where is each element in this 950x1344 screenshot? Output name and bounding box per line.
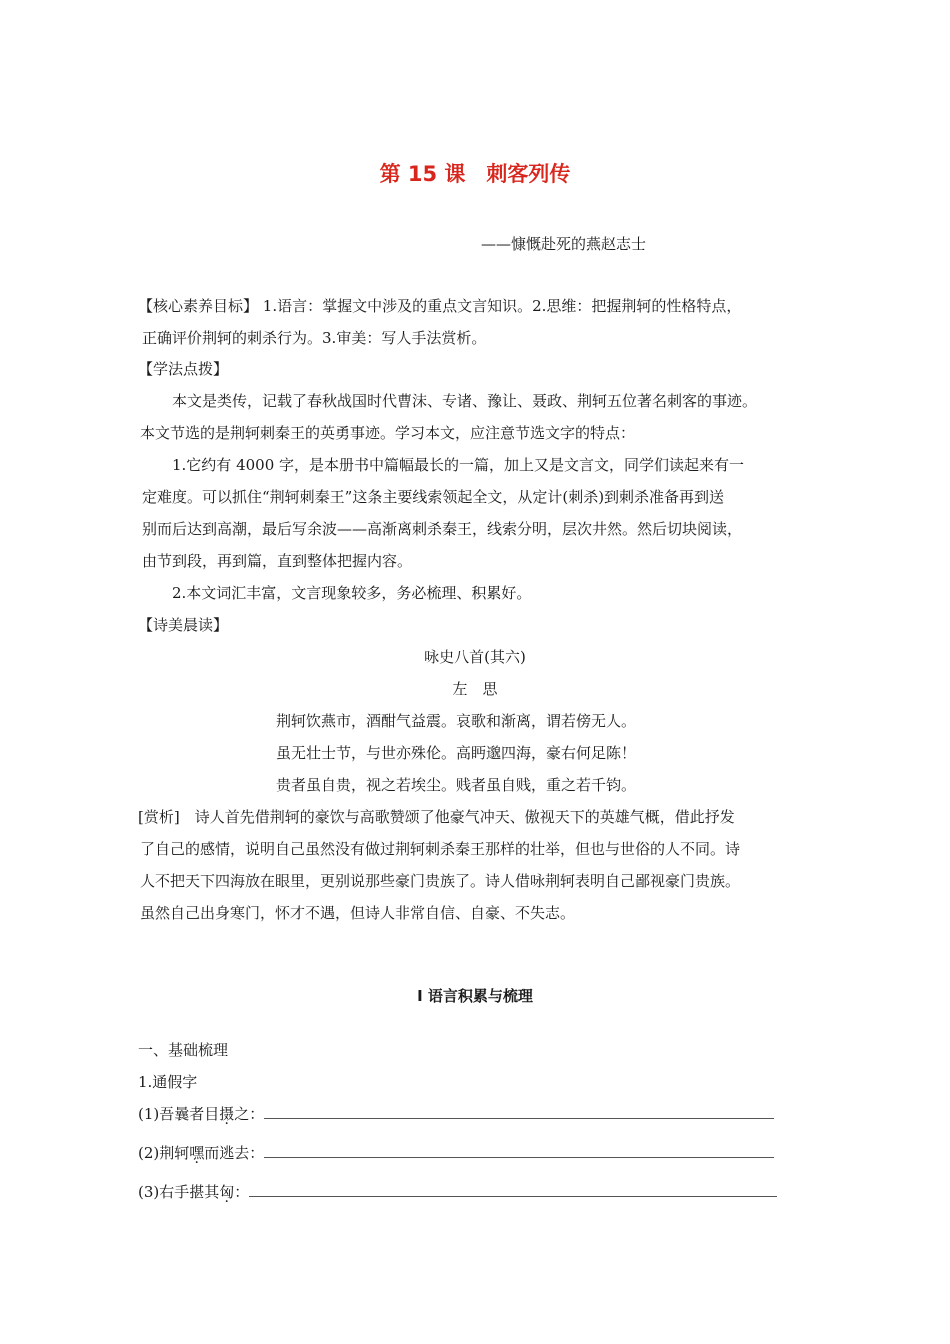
- method-p2-line2: 定难度。可以抓住“荆轲刺秦王”这条主要线索领起全文，从定计(刺杀)到刺杀准备再到送: [142, 488, 725, 506]
- poem-author: 左 思: [452, 680, 498, 698]
- goals-line-1: [138, 296, 741, 316]
- basic-review-heading: 一、基础梳理: [138, 1041, 229, 1059]
- goals-label: 【核心素养目标】: [138, 297, 259, 315]
- poem-line-1: 荆轲饮燕市，酒酣气益震。哀歌和渐离，谓若傍无人。: [276, 712, 637, 730]
- method-p2-line3: 别而后达到高潮，最后写余波——高渐离刺杀秦王，线索分明，层次井然。然后切块阅读，: [142, 520, 743, 538]
- appreciation-line-1: [138, 807, 735, 827]
- appreciation-line-3: 人不把天下四海放在眼里，更别说那些豪门贵族了。诗人借咏荆轲表明自己鄙视豪门贵族。: [140, 872, 741, 890]
- method-p2-line4: 由节到段，再到篇，直到整体把握内容。: [142, 552, 413, 570]
- exercise-item-3: (3)右手揕其匈：: [138, 1182, 777, 1202]
- lesson-title: 第 15 课 刺客列传: [379, 162, 571, 186]
- poem-line-2: 虽无壮士节，与世亦殊伦。高眄邈四海，豪右何足陈！: [276, 744, 637, 762]
- dotted-char: 嘿: [189, 1144, 205, 1162]
- goals-line-2: 正确评价荆轲的刺杀行为。3.审美：写人手法赏析。: [142, 329, 487, 347]
- appreciation-text-1: 诗人首先借荆轲的豪饮与高歌赞颂了他豪气冲天、傲视天下的英雄气概，借此抒发: [179, 808, 735, 826]
- poem-line-3: 贵者虽自贵，视之若埃尘。贱者虽自贱，重之若千钧。: [276, 776, 637, 794]
- answer-blank[interactable]: [249, 1182, 777, 1197]
- section-heading: Ⅰ 语言积累与梳理: [417, 987, 533, 1005]
- lesson-subtitle: ——慷慨赴死的燕赵志士: [481, 235, 647, 253]
- dotted-char: 匈: [219, 1183, 235, 1201]
- appreciation-line-2: 了自己的感情，说明自己虽然没有做过荆轲刺杀秦王那样的壮举，但也与世俗的人不同。诗: [140, 840, 741, 858]
- exercise-item-2: (2)荆轲嘿而逃去：: [138, 1143, 774, 1163]
- appreciation-line-4: 虽然自己出身寒门，怀才不遇，但诗人非常自信、自豪、不失志。: [140, 904, 576, 922]
- tongjiazi-heading: 1.通假字: [138, 1073, 198, 1091]
- goals-text-1: 1.语言：掌握文中涉及的重点文言知识。2.思维：把握荆轲的性格特点，: [258, 297, 742, 315]
- poem-title: 咏史八首(其六): [424, 648, 526, 666]
- method-p1-line1: 本文是类传，记载了春秋战国时代曹沫、专诸、豫让、聂政、荆轲五位著名刺客的事迹。: [172, 392, 758, 410]
- exercise-item-1: (1)吾曩者目摄之：: [138, 1104, 774, 1124]
- method-p1-line2: 本文节选的是荆轲刺秦王的英勇事迹。学习本文，应注意节选文字的特点：: [140, 424, 636, 442]
- method-label: 【学法点拨】: [138, 360, 229, 378]
- answer-blank[interactable]: [264, 1104, 774, 1119]
- method-p3-line1: 2.本文词汇丰富，文言现象较多，务必梳理、积累好。: [172, 584, 532, 602]
- poem-label: 【诗美晨读】: [138, 616, 229, 634]
- answer-blank[interactable]: [264, 1143, 774, 1158]
- method-p2-line1: 1.它约有 4000 字，是本册书中篇幅最长的一篇，加上又是文言文，同学们读起来有一: [172, 456, 745, 474]
- dotted-char: 摄: [219, 1105, 235, 1123]
- appreciation-label: [赏析]: [138, 808, 180, 826]
